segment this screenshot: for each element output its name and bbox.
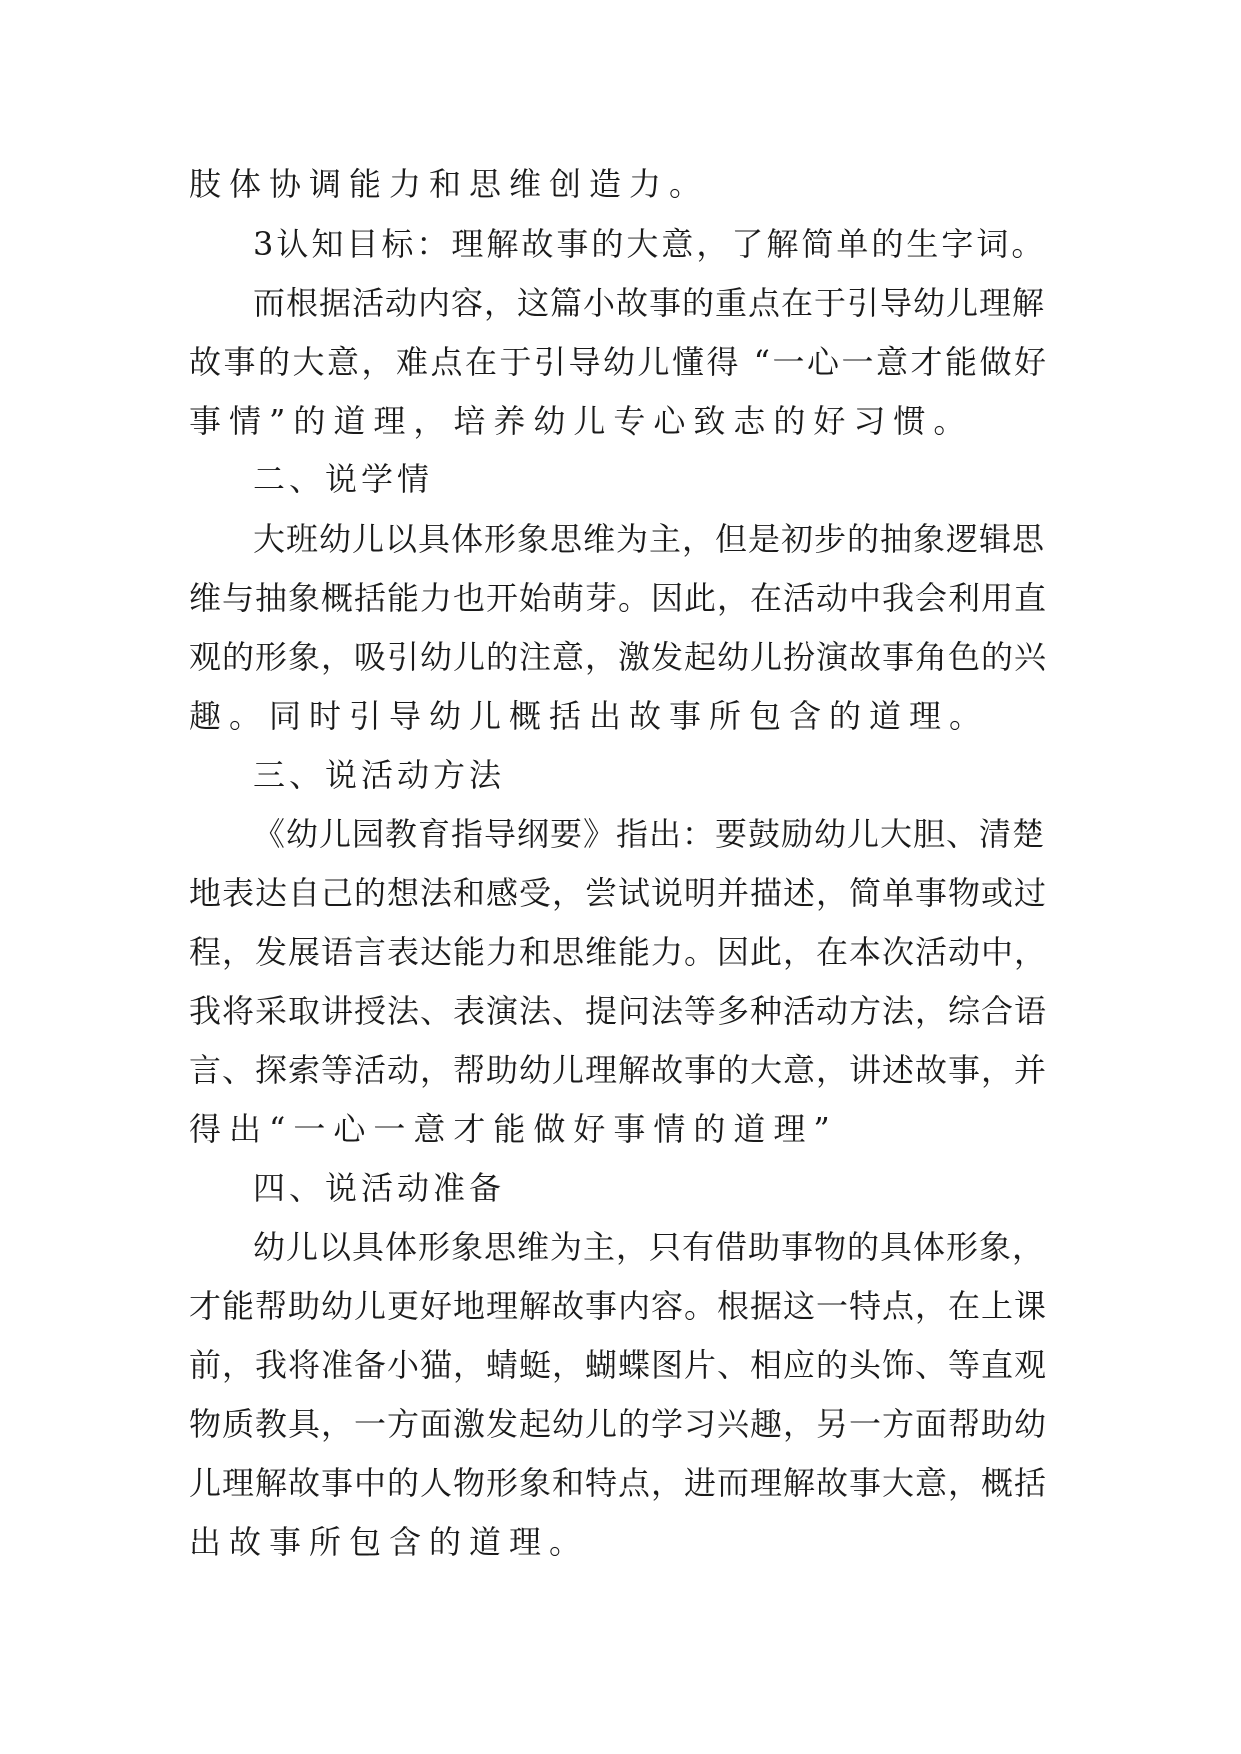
text-line — [0, 924, 1241, 980]
section-heading-text: 二、说学情 — [253, 460, 434, 498]
text-line-content: 《幼儿园教育指导纲要》指出：要鼓励幼儿大胆、清楚 — [253, 815, 1046, 853]
text-line-content: 大班幼儿以具体形象思维为主，但是初步的抽象逻辑思 — [253, 520, 1046, 558]
section-heading-text: 三、说活动方法 — [253, 756, 506, 794]
text-line — [0, 334, 1241, 390]
text-line — [0, 865, 1241, 921]
text-line-content: 趣。同时引导幼儿概括出故事所包含的道理。 — [189, 697, 990, 735]
text-line-content: 而根据活动内容，这篇小故事的重点在于引导幼儿理解 — [253, 284, 1046, 322]
text-line-content: 前，我将准备小猫，蜻蜓，蝴蝶图片、相应的头饰、等直观 — [189, 1346, 1048, 1384]
text-line — [0, 1396, 1241, 1452]
text-line-content: 3认知目标：理解故事的大意，了解简单的生字词。 — [253, 225, 1047, 263]
section-heading — [0, 747, 1241, 803]
paragraph-first-line — [0, 511, 1241, 567]
text-line — [0, 570, 1241, 626]
text-line — [0, 983, 1241, 1039]
section-heading — [0, 451, 1241, 507]
text-line-content: 才能帮助幼儿更好地理解故事内容。根据这一特点，在上课 — [189, 1287, 1048, 1325]
paragraph-first-line — [0, 806, 1241, 862]
section-heading — [0, 1160, 1241, 1216]
text-line — [0, 688, 1241, 744]
paragraph-first-line — [0, 1219, 1241, 1275]
text-line — [0, 393, 1241, 449]
section-heading-text: 四、说活动准备 — [253, 1169, 506, 1207]
text-line-content: 观的形象，吸引幼儿的注意，激发起幼儿扮演故事角色的兴 — [189, 638, 1048, 676]
text-line-content: 程，发展语言表达能力和思维能力。因此，在本次活动中， — [189, 933, 1048, 971]
text-line — [0, 1337, 1241, 1393]
text-line-content: 得出“一心一意才能做好事情的道理” — [189, 1110, 838, 1148]
text-line-content: 我将采取讲授法、表演法、提问法等多种活动方法，综合语 — [189, 992, 1048, 1030]
text-line — [0, 1042, 1241, 1098]
text-line-content: 地表达自己的想法和感受，尝试说明并描述，简单事物或过 — [189, 874, 1048, 912]
paragraph-first-line — [0, 275, 1241, 331]
text-line-content: 肢体协调能力和思维创造力。 — [189, 165, 710, 203]
text-line-content: 维与抽象概括能力也开始萌芽。因此，在活动中我会利用直 — [189, 579, 1048, 617]
text-line — [0, 156, 1241, 212]
text-line — [0, 1514, 1241, 1570]
text-line-content: 故事的大意，难点在于引导幼儿懂得 “一心一意才能做好 — [189, 343, 1049, 381]
text-line-content: 物质教具，一方面激发起幼儿的学习兴趣，另一方面帮助幼 — [189, 1405, 1048, 1443]
text-line-content: 言、探索等活动，帮助幼儿理解故事的大意，讲述故事，并 — [189, 1051, 1048, 1089]
text-line — [0, 216, 1241, 272]
text-line-content: 事情”的道理，培养幼儿专心致志的好习惯。 — [189, 402, 974, 440]
text-line — [0, 1101, 1241, 1157]
text-line — [0, 629, 1241, 685]
text-line-content: 幼儿以具体形象思维为主，只有借助事物的具体形象， — [253, 1228, 1046, 1266]
text-line — [0, 1455, 1241, 1511]
text-line — [0, 1278, 1241, 1334]
text-line-content: 出故事所包含的道理。 — [189, 1523, 590, 1561]
text-line-content: 儿理解故事中的人物形象和特点，进而理解故事大意，概括 — [189, 1464, 1048, 1502]
